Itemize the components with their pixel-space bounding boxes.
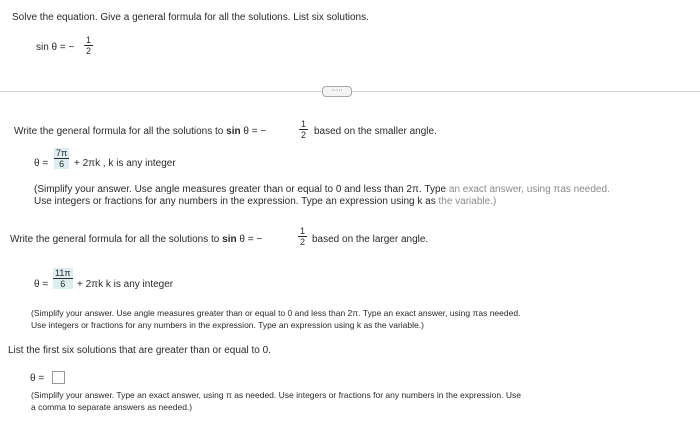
part1-instructions-line1 xyxy=(34,184,610,195)
part2-prompt-fraction xyxy=(298,226,307,247)
part3-prompt: List the first six solutions that are greater than or equal to 0. xyxy=(8,345,271,356)
part2-prompt-text: Write the general formula for all the solutions to xyxy=(10,234,220,245)
part2-theta-label: θ = xyxy=(34,279,49,290)
answer-numerator: 11π xyxy=(55,268,71,278)
fraction-denominator: 2 xyxy=(301,130,307,140)
equation-fraction xyxy=(84,35,93,56)
theta-eq: θ = − xyxy=(239,234,263,245)
part1-theta-label: θ = xyxy=(34,158,49,169)
answer-denominator: 6 xyxy=(60,279,66,289)
part2-prompt xyxy=(10,234,262,245)
sin-label: sin xyxy=(222,234,237,245)
part3-instructions-line2: a comma to separate answers as needed.) xyxy=(31,402,193,412)
instruction-text: (Simplify your answer. Use angle measures greater than or equal to 0 and less than 2π. Type xyxy=(34,184,447,195)
part2-instructions-line2: Use integers or fractions for any numbers in the expression. Type an expression using k as the variable.) xyxy=(31,320,424,330)
fraction-numerator: 1 xyxy=(301,119,307,129)
part3-theta-label: θ = xyxy=(30,373,45,384)
part2-instructions-line1: (Simplify your answer. Use angle measures greater than or equal to 0 and less than 2π. Type an exact answer, using πas needed. xyxy=(31,308,521,318)
part1-prompt-text: Write the general formula for all the solutions to xyxy=(14,126,224,137)
more-button[interactable]: ····· xyxy=(322,86,352,97)
part3-answer-input[interactable] xyxy=(52,371,65,384)
part1-answer-field[interactable] xyxy=(54,148,69,169)
instruction-text-faint: the variable.) xyxy=(438,196,497,207)
part1-answer-suffix: + 2πk , k is any integer xyxy=(74,158,176,169)
question-prompt: Solve the equation. Give a general formula for all the solutions. List six solutions. xyxy=(12,12,369,23)
part1-prompt xyxy=(14,126,266,137)
equation-denominator: 2 xyxy=(86,46,92,56)
part3-instructions-line1: (Simplify your answer. Type an exact answer, using π as needed. Use integers or fractions for any numbers in the expression. Use xyxy=(31,390,521,400)
instruction-text: Use integers or fractions for any numbers in the expression. Type an expression using k as xyxy=(34,196,436,207)
fraction-numerator: 1 xyxy=(300,226,306,236)
sin-label: sin xyxy=(226,126,241,137)
part1-instructions-line2 xyxy=(34,196,496,207)
part2-answer-field[interactable] xyxy=(53,268,73,289)
equation-numerator: 1 xyxy=(86,35,92,45)
part2-answer-suffix: + 2πk k is any integer xyxy=(77,279,174,290)
equation-lhs: sin θ = − xyxy=(36,42,75,53)
theta-eq: θ = − xyxy=(243,126,267,137)
answer-denominator: 6 xyxy=(59,159,65,169)
part1-prompt-end: based on the smaller angle. xyxy=(314,126,437,137)
answer-numerator: 7π xyxy=(56,148,68,158)
part2-prompt-end: based on the larger angle. xyxy=(312,234,429,245)
part1-prompt-fraction xyxy=(299,119,308,140)
instruction-text-faint: an exact answer, using πas needed. xyxy=(448,184,610,195)
fraction-denominator: 2 xyxy=(300,237,306,247)
